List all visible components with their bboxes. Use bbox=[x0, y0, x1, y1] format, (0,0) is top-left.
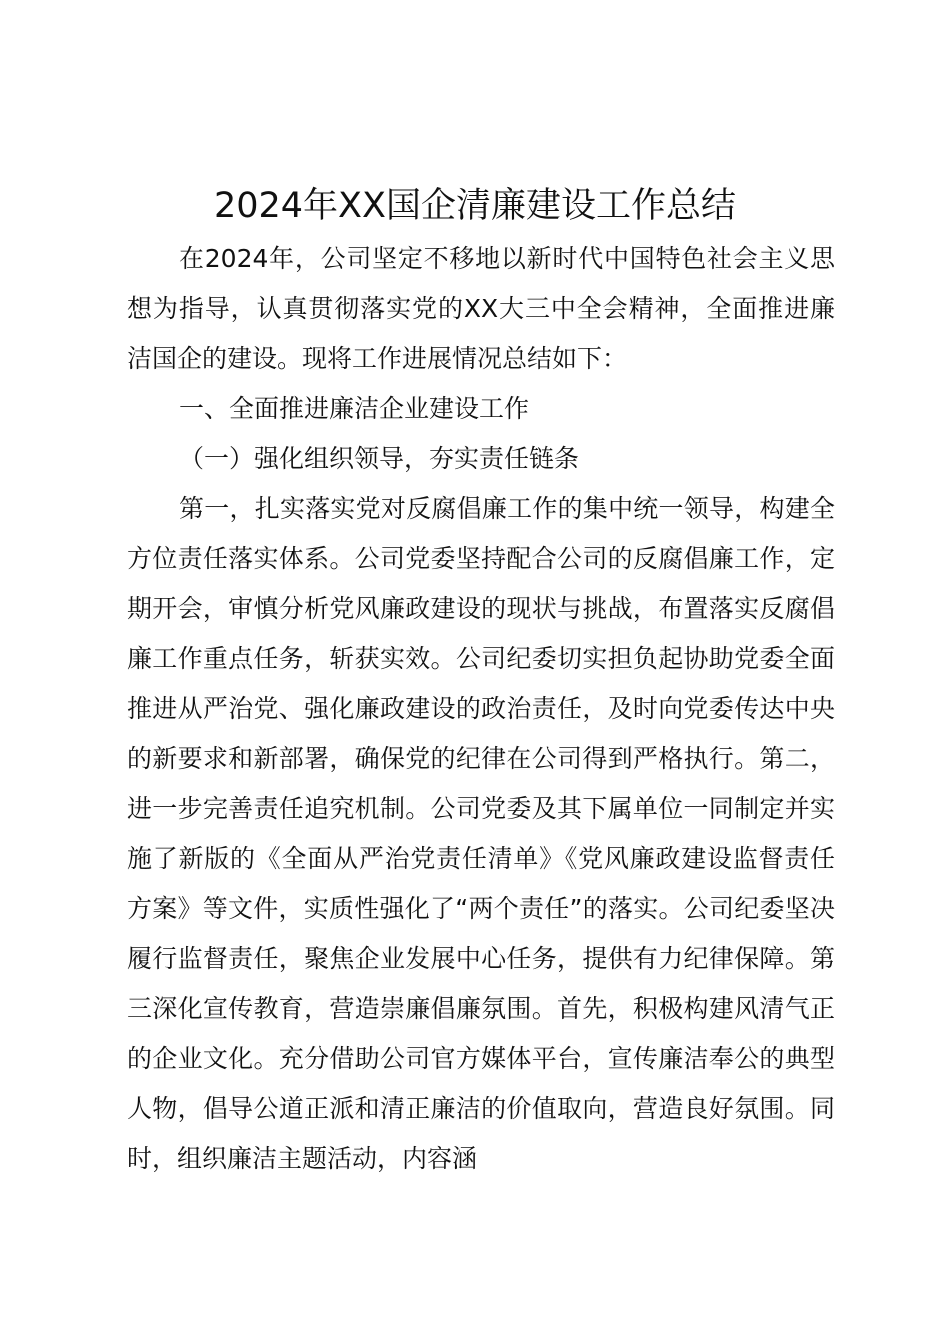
body-paragraph: 第一，扎实落实党对反腐倡廉工作的集中统一领导，构建全方位责任落实体系。公司党委坚持配合公司的反腐倡廉工作，定期开会，审慎分析党风廉政建设的现状与挑战，布置落实反腐倡廉工作重点任务，斩获实效。公司纪委切实担负起协助党委全面推进从严治党、强化廉政建设的政治责任，及时向党委传达中央的新要求和新部署，确保党的纪律在公司得到严格执行。第二，进一步完善责任追究机制。公司党委及其下属单位一同制定并实施了新版的《全面从严治党责任清单》《党风廉政建设监督责任方案》等文件，实质性强化了“两个责任”的落实。公司纪委坚决履行监督责任，聚焦企业发展中心任务，提供有力纪律保障。第三深化宣传教育，营造崇廉倡廉氛围。首先，积极构建风清气正的企业文化。充分借助公司官方媒体平台，宣传廉洁奉公的典型人物，倡导公道正派和清正廉洁的价值取向，营造良好氛围。同时，组织廉洁主题活动，内容涵 bbox=[127, 494, 835, 1173]
document-body bbox=[127, 234, 835, 1184]
section-heading: 一、全面推进廉洁企业建设工作 bbox=[179, 394, 530, 423]
intro-paragraph: 在2024年，公司坚定不移地以新时代中国特色社会主义思想为指导，认真贯彻落实党的XX大三中全会精神，全面推进廉洁国企的建设。现将工作进展情况总结如下： bbox=[127, 244, 835, 373]
subsection-heading: （一）强化组织领导，夯实责任链条 bbox=[179, 444, 580, 473]
document-title: 2024年XX国企清廉建设工作总结 bbox=[213, 186, 737, 226]
